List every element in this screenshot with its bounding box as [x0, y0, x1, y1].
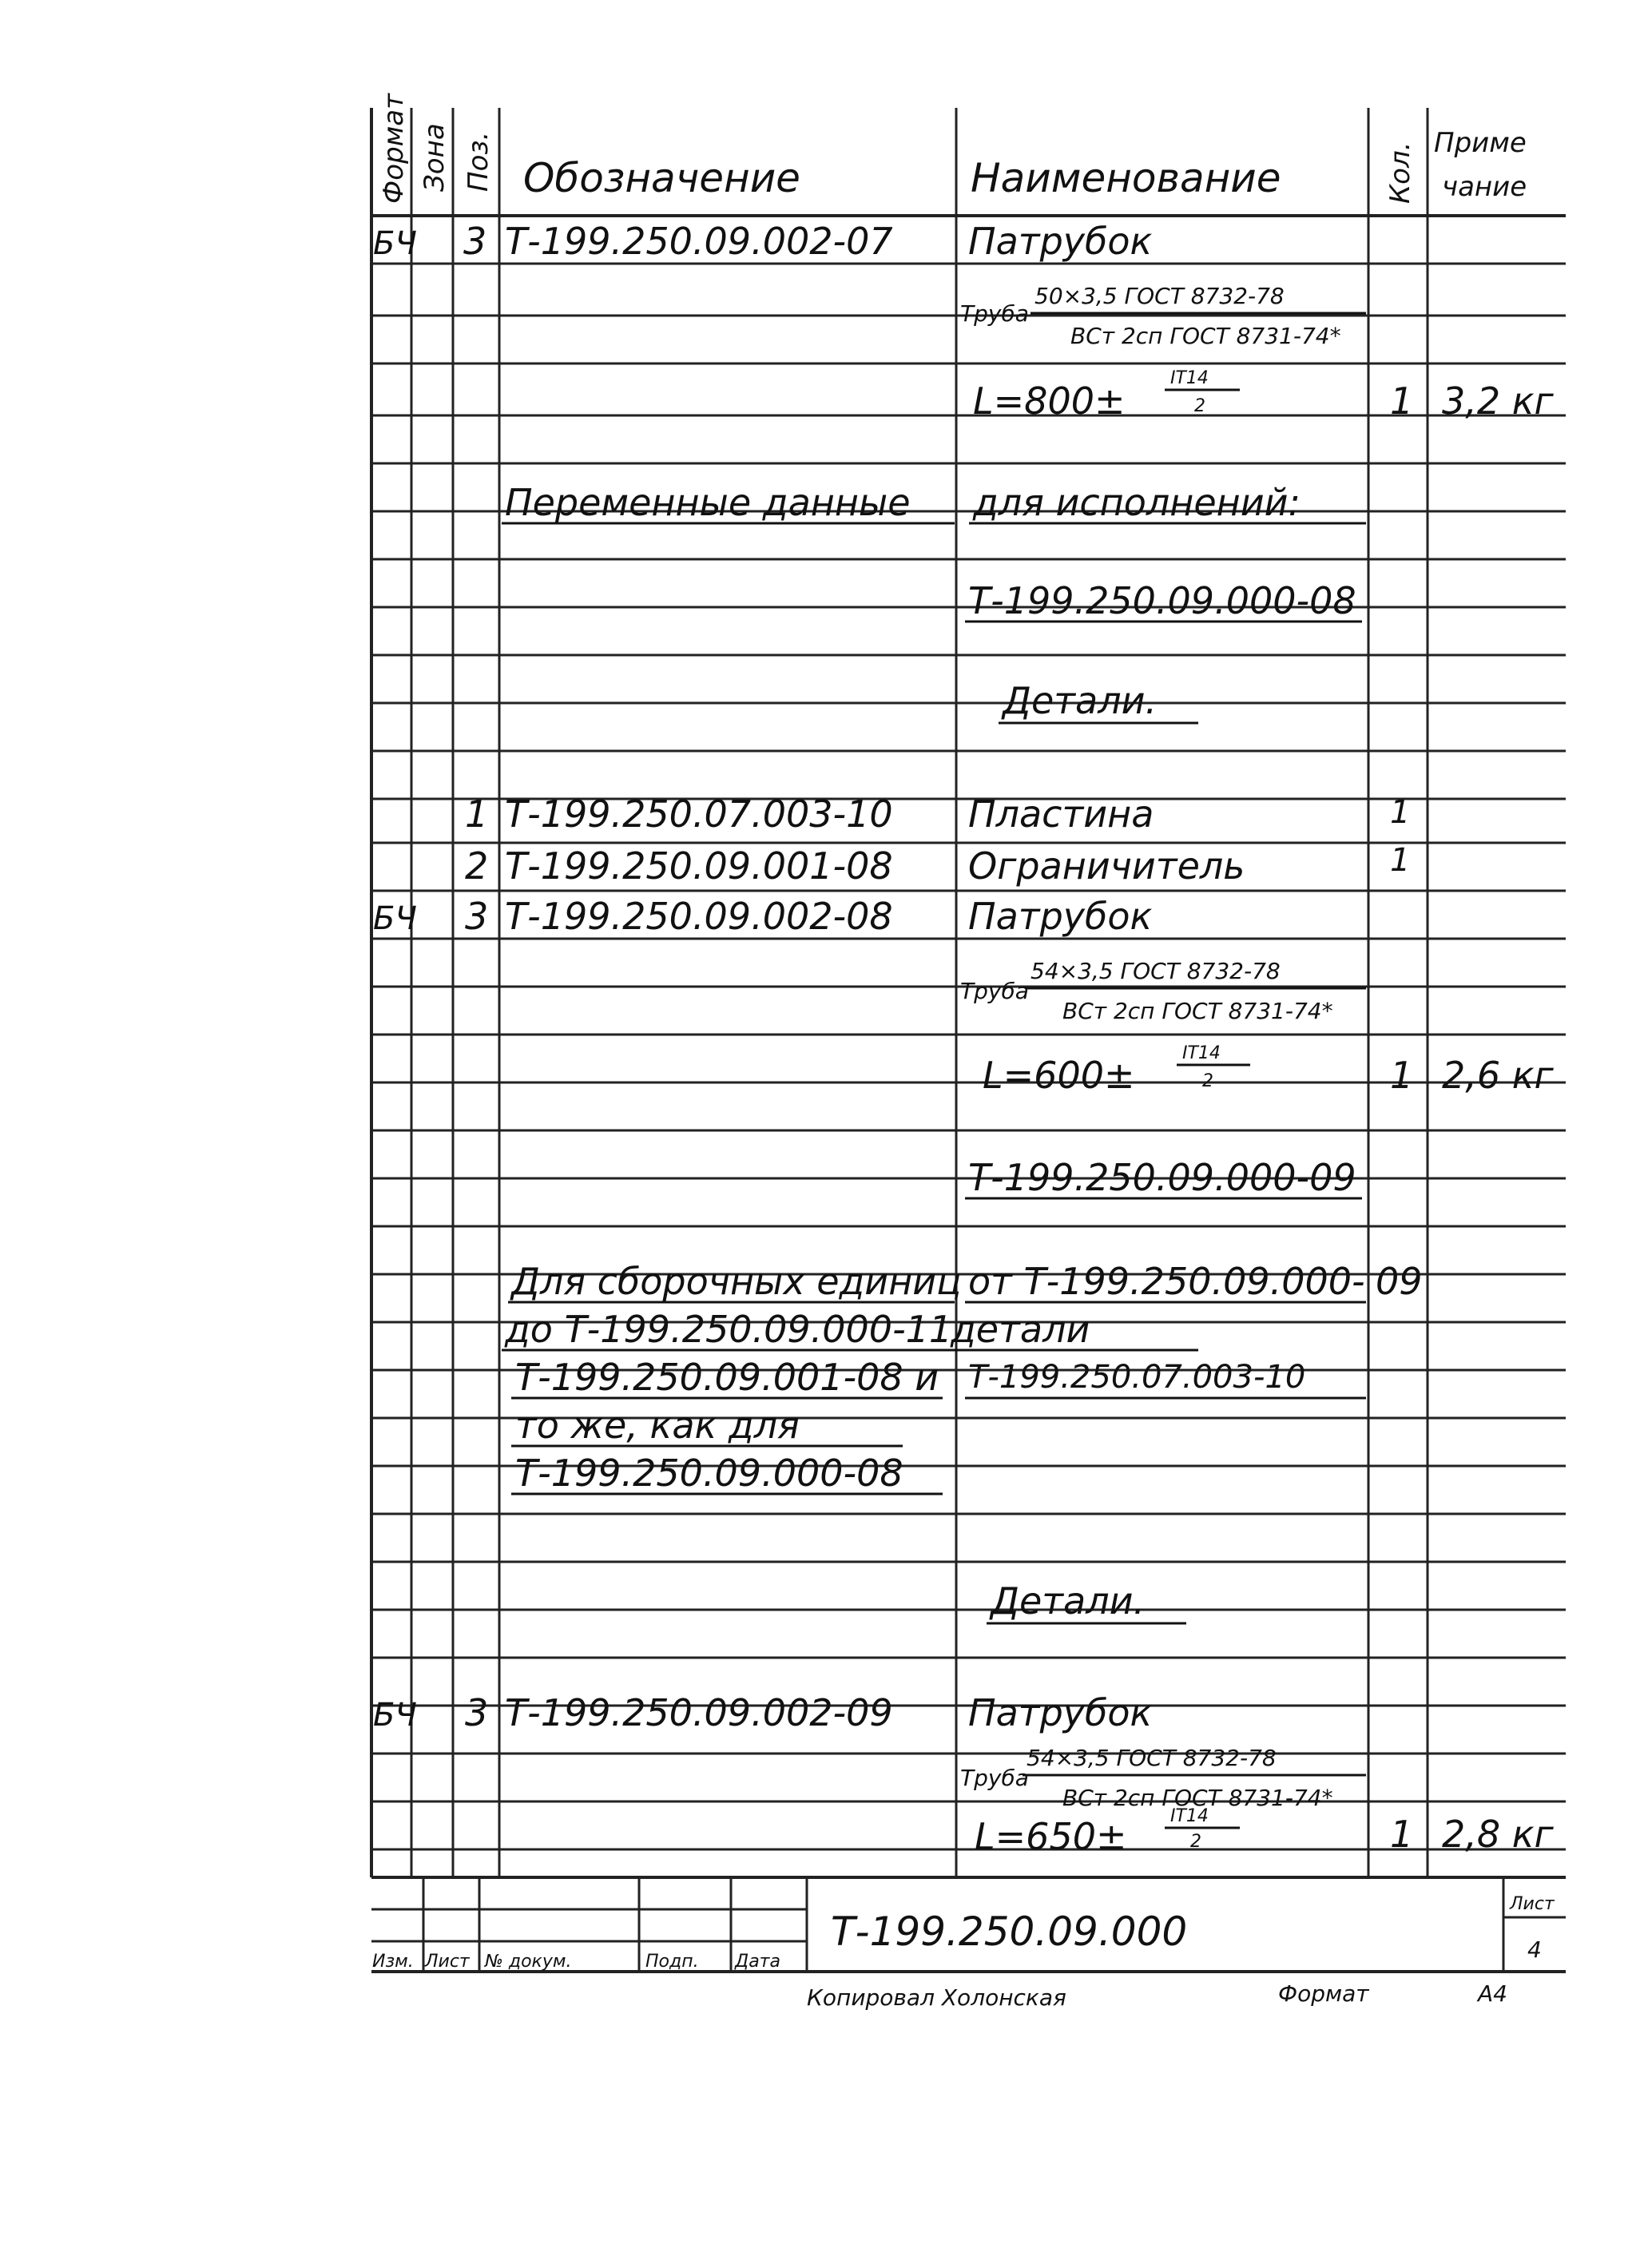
pipe-steel: ВСт 2сп ГОСТ 8731-74* [1062, 1785, 1333, 1811]
pipe-label: Труба [960, 978, 1029, 1004]
row-name: Патрубок [968, 220, 1153, 263]
row-designation: Т-199.250.09.002-07 [505, 220, 893, 263]
detail-pos: 2 [465, 844, 489, 888]
note-line-2-left: до Т-199.250.09.000-11 [505, 1308, 953, 1351]
header-note-1: Приме [1434, 127, 1527, 159]
note-line-1-left: Для сборочных единиц [511, 1260, 962, 1303]
detail-qty: 1 [1390, 842, 1411, 879]
header-qty: Кол. [1384, 141, 1416, 204]
detail-name: Пластина [968, 792, 1154, 836]
row-qty: 1 [1390, 379, 1414, 423]
detail-pos: 3 [465, 895, 489, 938]
pipe-size: 54×3,5 ГОСТ 8732-78 [1027, 1745, 1277, 1771]
note-line-5-left: Т-199.250.09.000-08 [515, 1452, 903, 1495]
detail-designation: Т-199.250.09.002-08 [505, 895, 893, 938]
header-designation: Обозначение [523, 155, 800, 201]
header-pos: Поз. [463, 131, 494, 192]
detail-pos: 1 [465, 792, 489, 836]
variable-data-left: Переменные данные [505, 481, 911, 524]
tolerance-bottom: 2 [1194, 396, 1205, 416]
footer [807, 1980, 1507, 2011]
note-line-3-left: Т-199.250.09.001-08 и [515, 1356, 939, 1399]
variable-data-right: для исполнений: [973, 481, 1301, 524]
tolerance-top: IT14 [1170, 368, 1209, 388]
detail-format: БЧ [373, 900, 417, 937]
detail-qty: 1 [1390, 1054, 1414, 1097]
detail-name: Патрубок [968, 895, 1153, 938]
pipe-size: 50×3,5 ГОСТ 8732-78 [1034, 283, 1285, 309]
col-sheet: Лист [425, 1952, 470, 1972]
tolerance-bottom: 2 [1202, 1071, 1213, 1091]
detail-qty: 1 [1390, 1813, 1414, 1856]
copied-by: Копировал Холонская [807, 1984, 1066, 2011]
note-line-2-right: детали [951, 1308, 1090, 1351]
row-pos: 3 [463, 220, 487, 263]
variant-08: Т-199.250.09.000-08 [968, 579, 1356, 622]
col-date: Дата [735, 1952, 780, 1972]
tolerance-top: IT14 [1182, 1043, 1221, 1063]
detail-note: 2,6 кг [1442, 1054, 1554, 1097]
format-label: Формат [1278, 1980, 1369, 2007]
title-block [371, 1877, 1566, 1972]
col-doc-no: № докум. [485, 1952, 572, 1972]
detail-designation: Т-199.250.09.001-08 [505, 844, 893, 888]
detail-length: L=650± [975, 1815, 1127, 1858]
header-format: Формат [378, 93, 410, 204]
detail-name: Патрубок [968, 1691, 1153, 1734]
col-sign: Подп. [645, 1952, 699, 1972]
col-change: Изм. [372, 1952, 414, 1972]
row-length: L=800± [973, 379, 1126, 423]
detail-length: L=600± [983, 1054, 1135, 1097]
detail-pos: 3 [465, 1691, 489, 1734]
detail-name: Ограничитель [968, 844, 1245, 888]
header-name: Наименование [971, 155, 1281, 201]
table-header [378, 93, 1527, 204]
sheet-label: Лист [1510, 1894, 1555, 1914]
note-line-1-qty: 09 [1376, 1260, 1423, 1303]
detail-note: 2,8 кг [1442, 1813, 1554, 1856]
detail-format: БЧ [373, 1697, 417, 1734]
variant-09: Т-199.250.09.000-09 [968, 1156, 1356, 1199]
details-heading-2: Детали. [991, 1579, 1146, 1623]
sheet-number: 4 [1527, 1936, 1542, 1963]
document-number: Т-199.250.09.000 [831, 1909, 1188, 1955]
format-value: А4 [1478, 1980, 1507, 2007]
tolerance-bottom: 2 [1190, 1832, 1201, 1852]
header-zone: Зона [419, 123, 451, 192]
pipe-steel: ВСт 2сп ГОСТ 8731-74* [1062, 998, 1333, 1024]
pipe-steel: ВСт 2сп ГОСТ 8731-74* [1070, 323, 1341, 349]
pipe-label: Труба [960, 300, 1029, 327]
table-body [373, 220, 1555, 1858]
details-heading-1: Детали. [1003, 679, 1158, 722]
pipe-label: Труба [960, 1765, 1029, 1791]
detail-qty: 1 [1390, 794, 1411, 831]
detail-designation: Т-199.250.07.003-10 [505, 792, 893, 836]
note-line-3-right: Т-199.250.07.003-10 [968, 1359, 1306, 1396]
tolerance-top: IT14 [1170, 1806, 1209, 1826]
note-line-4-left: то же, как для [515, 1404, 800, 1447]
row-note: 3,2 кг [1442, 379, 1554, 423]
detail-designation: Т-199.250.09.002-09 [505, 1691, 893, 1734]
header-note-2: чание [1442, 171, 1527, 203]
note-line-1-right: от Т-199.250.09.000- [968, 1260, 1365, 1303]
row-format: БЧ [373, 225, 417, 262]
pipe-size: 54×3,5 ГОСТ 8732-78 [1030, 958, 1281, 984]
